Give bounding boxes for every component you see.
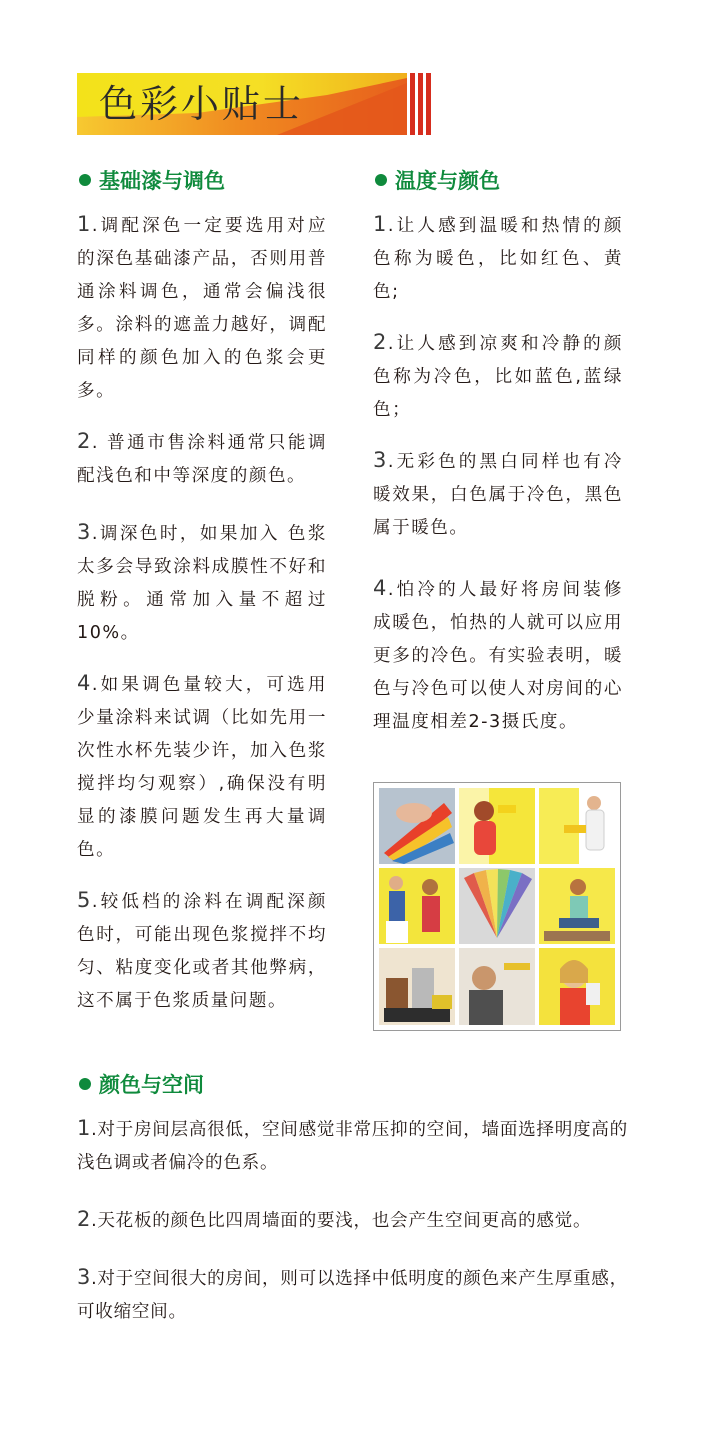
section-heading-temperature (375, 167, 500, 195)
temp-item-1 (373, 208, 623, 309)
item-text: .如果调色量较大，可选用少量涂料来试调（比如先用一次性水杯先装少许，加入色浆搅拌均匀观察）,确保没有明显的漆膜问题发生再大量调色。 (77, 675, 327, 860)
item-text: .天花板的颜色比四周墙面的要浅，也会产生空间更高的感觉。 (91, 1211, 592, 1231)
item-number: 4 (77, 671, 92, 695)
temp-item-3 (373, 444, 623, 545)
base-item-5 (77, 884, 327, 1018)
photo-swatch-fan (459, 868, 535, 944)
item-number: 2 (77, 1207, 92, 1231)
space-item-2 (77, 1203, 637, 1238)
section-heading-text: 基础漆与调色 (99, 169, 225, 193)
space-item-3 (77, 1261, 637, 1329)
section-heading-space (79, 1071, 204, 1099)
item-text: .较低档的涂料在调配深颜色时，可能出现色浆搅拌不均匀、粘度变化或者其他弊病，这不属于色浆质量问题。 (77, 892, 327, 1011)
base-item-2 (77, 425, 327, 493)
item-text: .无彩色的黑白同样也有冷暖效果，白色属于冷色，黑色属于暖色。 (373, 452, 623, 538)
bullet-icon (79, 1078, 91, 1090)
bullet-icon (79, 174, 91, 186)
item-text: .让人感到温暖和热情的颜色称为暖色，比如红色、黄色; (373, 216, 623, 302)
photo-woman-sitting (539, 868, 615, 944)
item-number: 1 (77, 1116, 92, 1140)
base-item-4 (77, 667, 327, 867)
painting-photo-collage (373, 782, 621, 1031)
photo-family-painting (379, 868, 455, 944)
item-number: 3 (373, 448, 388, 472)
title-banner (77, 73, 433, 135)
temp-item-2 (373, 326, 623, 427)
item-number: 1 (373, 212, 388, 236)
photo-paint-cans (379, 948, 455, 1025)
item-number: 5 (77, 888, 92, 912)
banner-title: 色彩小贴士 (99, 82, 305, 126)
temperature-column (373, 208, 623, 739)
item-number: 2 (373, 330, 388, 354)
item-text: .对于空间很大的房间，则可以选择中低明度的颜色来产生厚重感，可收缩空间。 (77, 1269, 628, 1322)
item-text: . 普通市售涂料通常只能调配浅色和中等深度的颜色。 (77, 433, 327, 486)
photo-color-swatches (379, 788, 455, 864)
item-number: 1 (77, 212, 92, 236)
photo-woman-smiling (539, 948, 615, 1025)
item-text: .调配深色一定要选用对应的深色基础漆产品，否则用普通涂料调色，通常会偏浅很多。涂料的遮盖力越好，调配同样的颜色加入的色浆会更多。 (77, 216, 327, 401)
collage-illustration (374, 783, 620, 1030)
item-text: .让人感到凉爽和冷静的颜色称为冷色，比如蓝色,蓝绿色； (373, 334, 623, 420)
photo-woman-painting-yellow (459, 788, 535, 864)
space-column (77, 1112, 637, 1329)
item-number: 3 (77, 1265, 92, 1289)
section-heading-base (79, 167, 225, 195)
item-text: .调深色时，如果加入 色浆太多会导致涂料成膜性不好和脱粉。通常加入量不超过10%。 (77, 524, 327, 643)
base-item-1 (77, 208, 327, 408)
item-number: 3 (77, 520, 92, 544)
temp-item-4 (373, 572, 623, 739)
photo-man-painting-wall (459, 948, 535, 1025)
item-number: 4 (373, 576, 388, 600)
base-column (77, 208, 327, 1018)
item-text: .对于房间层高很低，空间感觉非常压抑的空间，墙面选择明度高的浅色调或者偏冷的色系。 (77, 1120, 628, 1173)
section-heading-text: 温度与颜色 (395, 169, 500, 193)
item-text: .怕冷的人最好将房间装修成暖色，怕热的人就可以应用更多的冷色。有实验表明，暖色与冷色可以使人对房间的心理温度相差2-3摄氏度。 (373, 580, 623, 732)
item-number: 2 (77, 429, 92, 453)
bullet-icon (375, 174, 387, 186)
base-item-3 (77, 516, 327, 650)
section-heading-text: 颜色与空间 (99, 1073, 204, 1097)
photo-painter-roller (539, 788, 615, 864)
space-item-1 (77, 1112, 637, 1180)
